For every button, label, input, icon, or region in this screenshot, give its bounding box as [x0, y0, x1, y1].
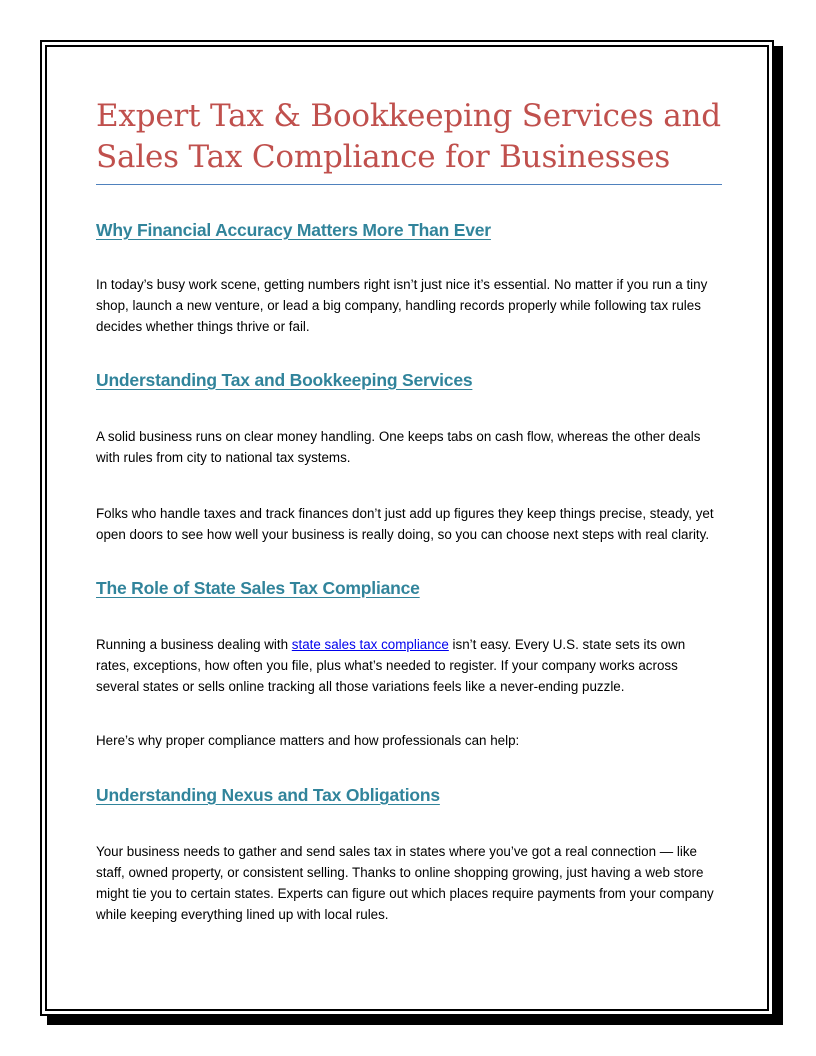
paragraph-running-a-business — [96, 634, 722, 697]
paragraph-why-compliance-matters: Here’s why proper compliance matters and how professionals can help: — [96, 733, 520, 748]
paragraph-text-after-link: isn’t easy. Every U.S. state sets its own rates, exceptions, how often you file, plus what’s needed to register. If your company works across several states or sells online tracking all those variations feels like a never-ending puzzle. — [96, 637, 686, 694]
state-sales-tax-compliance-link[interactable]: state sales tax compliance — [291, 637, 449, 652]
title-underline-rule — [96, 184, 722, 185]
heading-nexus-tax-obligations: Understanding Nexus and Tax Obligations — [96, 785, 440, 805]
heading-understanding-tax-bookkeeping: Understanding Tax and Bookkeeping Services — [96, 370, 473, 390]
paragraph-folks-who-handle-taxes: Folks who handle taxes and track finances don’t just add up figures they keep things precise, steady, yet open doors to see how well your business is really doing, so you can choose next steps with real clarity. — [96, 506, 714, 542]
document-title: Expert Tax & Bookkeeping Services and Sales Tax Compliance for Businesses — [96, 98, 721, 175]
document-body — [96, 96, 722, 925]
heading-why-financial-accuracy: Why Financial Accuracy Matters More Than Ever — [96, 220, 491, 240]
paragraph-nexus: Your business needs to gather and send sales tax in states where you’ve got a real connection — like staff, owned property, or consistent selling. Thanks to online shopping growing, just having a web store might tie you to certain states. Experts can figure out which places require payments from your company while keeping everything lined up with local rules. — [96, 844, 714, 922]
heading-state-sales-tax-compliance: The Role of State Sales Tax Compliance — [96, 578, 420, 598]
paragraph-text-before-link: Running a business dealing with — [96, 637, 292, 652]
paragraph-solid-business: A solid business runs on clear money handling. One keeps tabs on cash flow, whereas the other deals with rules from city to national tax systems. — [96, 429, 701, 465]
paragraph-financial-accuracy: In today’s busy work scene, getting numbers right isn’t just nice it’s essential. No matter if you run a tiny shop, launch a new venture, or lead a big company, handling records properly while following tax rules decides whether things thrive or fail. — [96, 277, 708, 334]
